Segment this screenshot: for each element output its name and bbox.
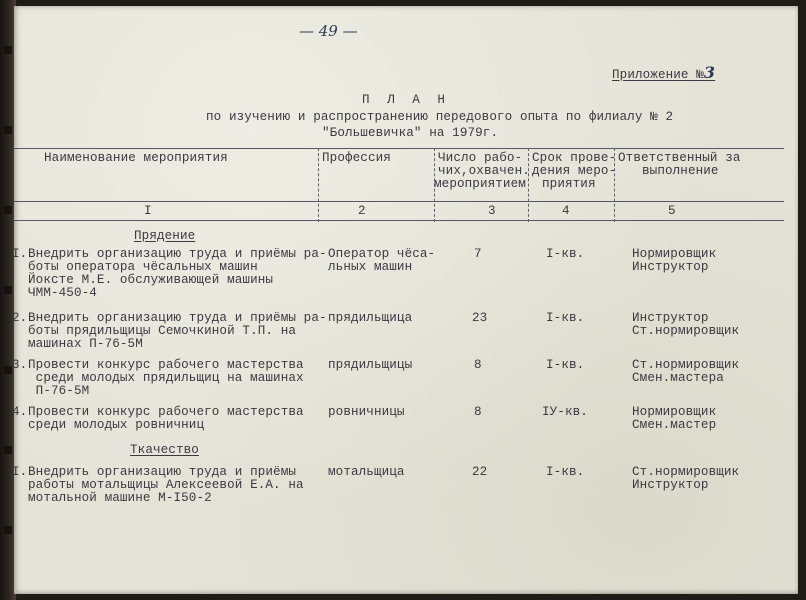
binder-holes [4,0,12,600]
row-name-line: Внедрить организацию труда и приёмы ра- [28,247,327,261]
row-count: 23 [472,311,488,325]
row-term: I-кв. [546,358,585,372]
row-number: 2. [12,311,28,325]
row-responsible-line: Ст.нормировщик [632,324,740,338]
column-separator-3 [528,148,529,222]
row-name-line: среди молодых ровничниц [28,418,205,432]
header-count-1: Число рабо- [438,151,523,165]
row-term: I-кв. [546,465,585,479]
row-name-line: ЧММ-450-4 [28,286,97,300]
column-separator-1 [318,148,319,222]
row-responsible-line: Инструктор [632,311,709,325]
row-profession-line: прядильщицы [328,358,413,372]
page-number: — 49 — [299,22,358,40]
row-name-line: Провести конкурс рабочего мастерства [28,405,304,419]
header-name: Наименование мероприятия [44,151,228,165]
row-number: 4. [12,405,28,419]
row-name-line: машинах П-76-5М [28,337,143,351]
column-number-4: 4 [562,204,570,218]
row-profession-line: ровничницы [328,405,405,419]
row-count: 7 [474,247,482,261]
table-header-rule [14,201,784,202]
row-profession-line: мотальщица [328,465,405,479]
row-number: 3. [12,358,28,372]
row-name-line: Внедрить организацию труда и приёмы [28,465,297,479]
row-responsible-line: Ст.нормировщик [632,465,740,479]
column-number-1: I [144,204,152,218]
plan-heading: П Л А Н [362,93,450,107]
header-count-2: чих,охвачен. [438,164,530,178]
row-number: I. [12,247,28,261]
row-name-line: боты прядильщицы Семочкиной Т.П. на [28,324,297,338]
row-responsible-line: Нормировщик [632,247,717,261]
row-count: 8 [474,405,482,419]
column-number-2: 2 [358,204,366,218]
row-name-line: мотальной машине М-I50-2 [28,491,212,505]
row-responsible-line: Ст.нормировщик [632,358,740,372]
row-responsible-line: Инструктор [632,260,709,274]
row-name-line: среди молодых прядильщиц на машинах [28,371,304,385]
row-name-line: работы мотальщицы Алексеевой Е.А. на [28,478,304,492]
header-profession: Профессия [322,151,391,165]
row-responsible-line: Смен.мастер [632,418,717,432]
row-name-line: Провести конкурс рабочего мастерства [28,358,304,372]
appendix-label [612,63,716,82]
row-term: IУ-кв. [542,405,588,419]
row-name-line: Йоксте М.Е. обслуживающей машины [28,273,274,287]
document-page [14,6,798,594]
appendix-text: Приложение № [612,68,704,82]
row-term: I-кв. [546,311,585,325]
row-name-line: Внедрить организацию труда и приёмы ра- [28,311,327,325]
header-responsible-2: выполнение [642,164,719,178]
plan-subtitle-line1: по изучению и распространению передового опыта по филиалу № 2 [206,110,674,124]
section-title-weaving: Ткачество [130,443,199,457]
column-number-5: 5 [668,204,676,218]
row-count: 8 [474,358,482,372]
header-term-3: приятия [542,177,596,191]
row-count: 22 [472,465,488,479]
header-term-2: дения меро- [532,164,617,178]
row-profession-line: прядильщица [328,311,413,325]
row-responsible-line: Инструктор [632,478,709,492]
plan-subtitle-line2: "Большевичка" на 1979г. [322,126,499,140]
row-responsible-line: Смен.мастера [632,371,724,385]
row-profession-line: льных машин [328,260,413,274]
row-profession-line: Оператор чёса- [328,247,436,261]
header-responsible-1: Ответственный за [618,151,741,165]
column-number-3: 3 [488,204,496,218]
row-name-line: боты оператора чёсальных машин [28,260,258,274]
row-name-line: П-76-5М [28,384,90,398]
header-count-3: мероприятием [434,177,526,191]
row-responsible-line: Нормировщик [632,405,717,419]
section-title-spinning: Прядение [134,229,196,243]
table-numbers-rule [14,220,784,221]
row-number: I. [12,465,28,479]
header-term-1: Срок прове- [532,151,617,165]
row-term: I-кв. [546,247,585,261]
table-top-rule [14,148,784,149]
appendix-number: 3 [703,63,716,82]
